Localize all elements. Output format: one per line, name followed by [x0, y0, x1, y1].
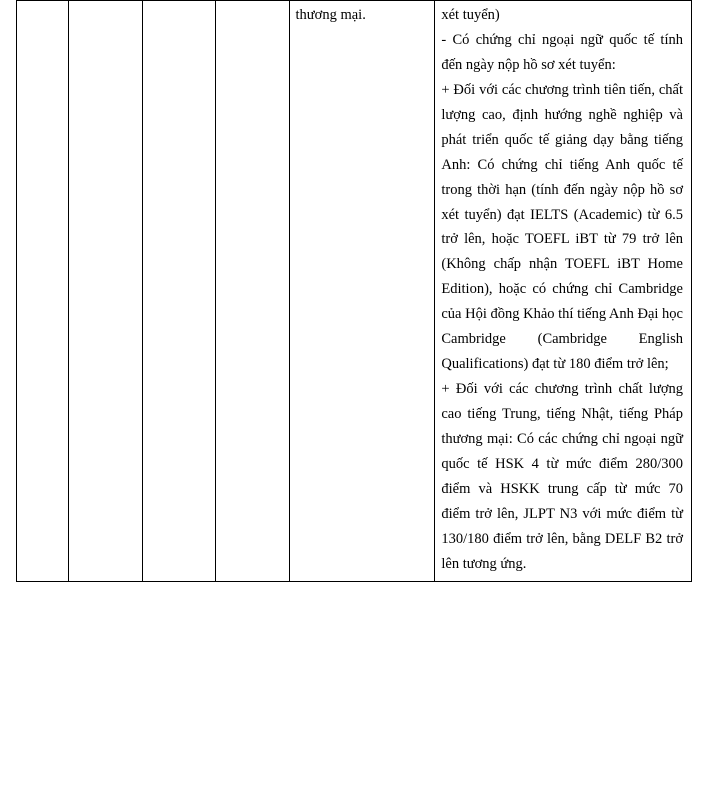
cell-col5-content — [290, 1, 435, 32]
cell-col3-content — [143, 1, 215, 7]
table-cell-col1 — [17, 1, 69, 582]
paragraph-col6-2: - Có chứng chỉ ngoại ngữ quốc tế tính đến ngày nộp hồ sơ xét tuyển: — [441, 31, 683, 73]
paragraph-col6-3: + Đối với các chương trình tiên tiến, chất lượng cao, định hướng nghề nghiệp và phát triển quốc tế giảng dạy bằng tiếng Anh: Có chứng chỉ tiếng Anh quốc tế trong thời hạn (tính đến ngày nộp hồ sơ xét tuyển) đạt IELTS (Academic) từ 6.5 trở lên, hoặc TOEFL iBT từ 79 trở lên (Không chấp nhận TOEFL iBT Home Edition), hoặc có chứng chỉ Cambridge của Hội đồng Khảo thí tiếng Anh Đại học Cambridge (Cambridge English Qualifications) đạt từ 180 điểm trở lên; — [441, 81, 683, 373]
table-cell-col6 — [435, 1, 692, 582]
table-cell-col3 — [142, 1, 215, 582]
admission-criteria-table — [16, 0, 692, 582]
cell-col2-content — [69, 1, 141, 7]
table-cell-col5 — [289, 1, 435, 582]
cell-col6-content — [435, 1, 691, 581]
table-row — [17, 1, 692, 582]
cell-col1-content — [17, 1, 68, 7]
table-body — [17, 1, 692, 582]
paragraph-col5-1: thương mại. — [295, 7, 366, 23]
table-cell-col4 — [216, 1, 289, 582]
cell-col4-content — [216, 1, 288, 7]
paragraph-col6-4: + Đối với các chương trình chất lượng cao tiếng Trung, tiếng Nhật, tiếng Pháp thương mại: Có các chứng chỉ ngoại ngữ quốc tế HSK 4 từ mức điểm 280/300 điểm và HSKK trung cấp từ mức 70 điểm trở lên, JLPT N3 với mức điểm từ 130/180 điểm trở lên, bằng DELF B2 trở lên tương ứng. — [441, 381, 683, 572]
paragraph-col6-1: xét tuyển) — [441, 7, 500, 23]
table-cell-col2 — [69, 1, 142, 582]
